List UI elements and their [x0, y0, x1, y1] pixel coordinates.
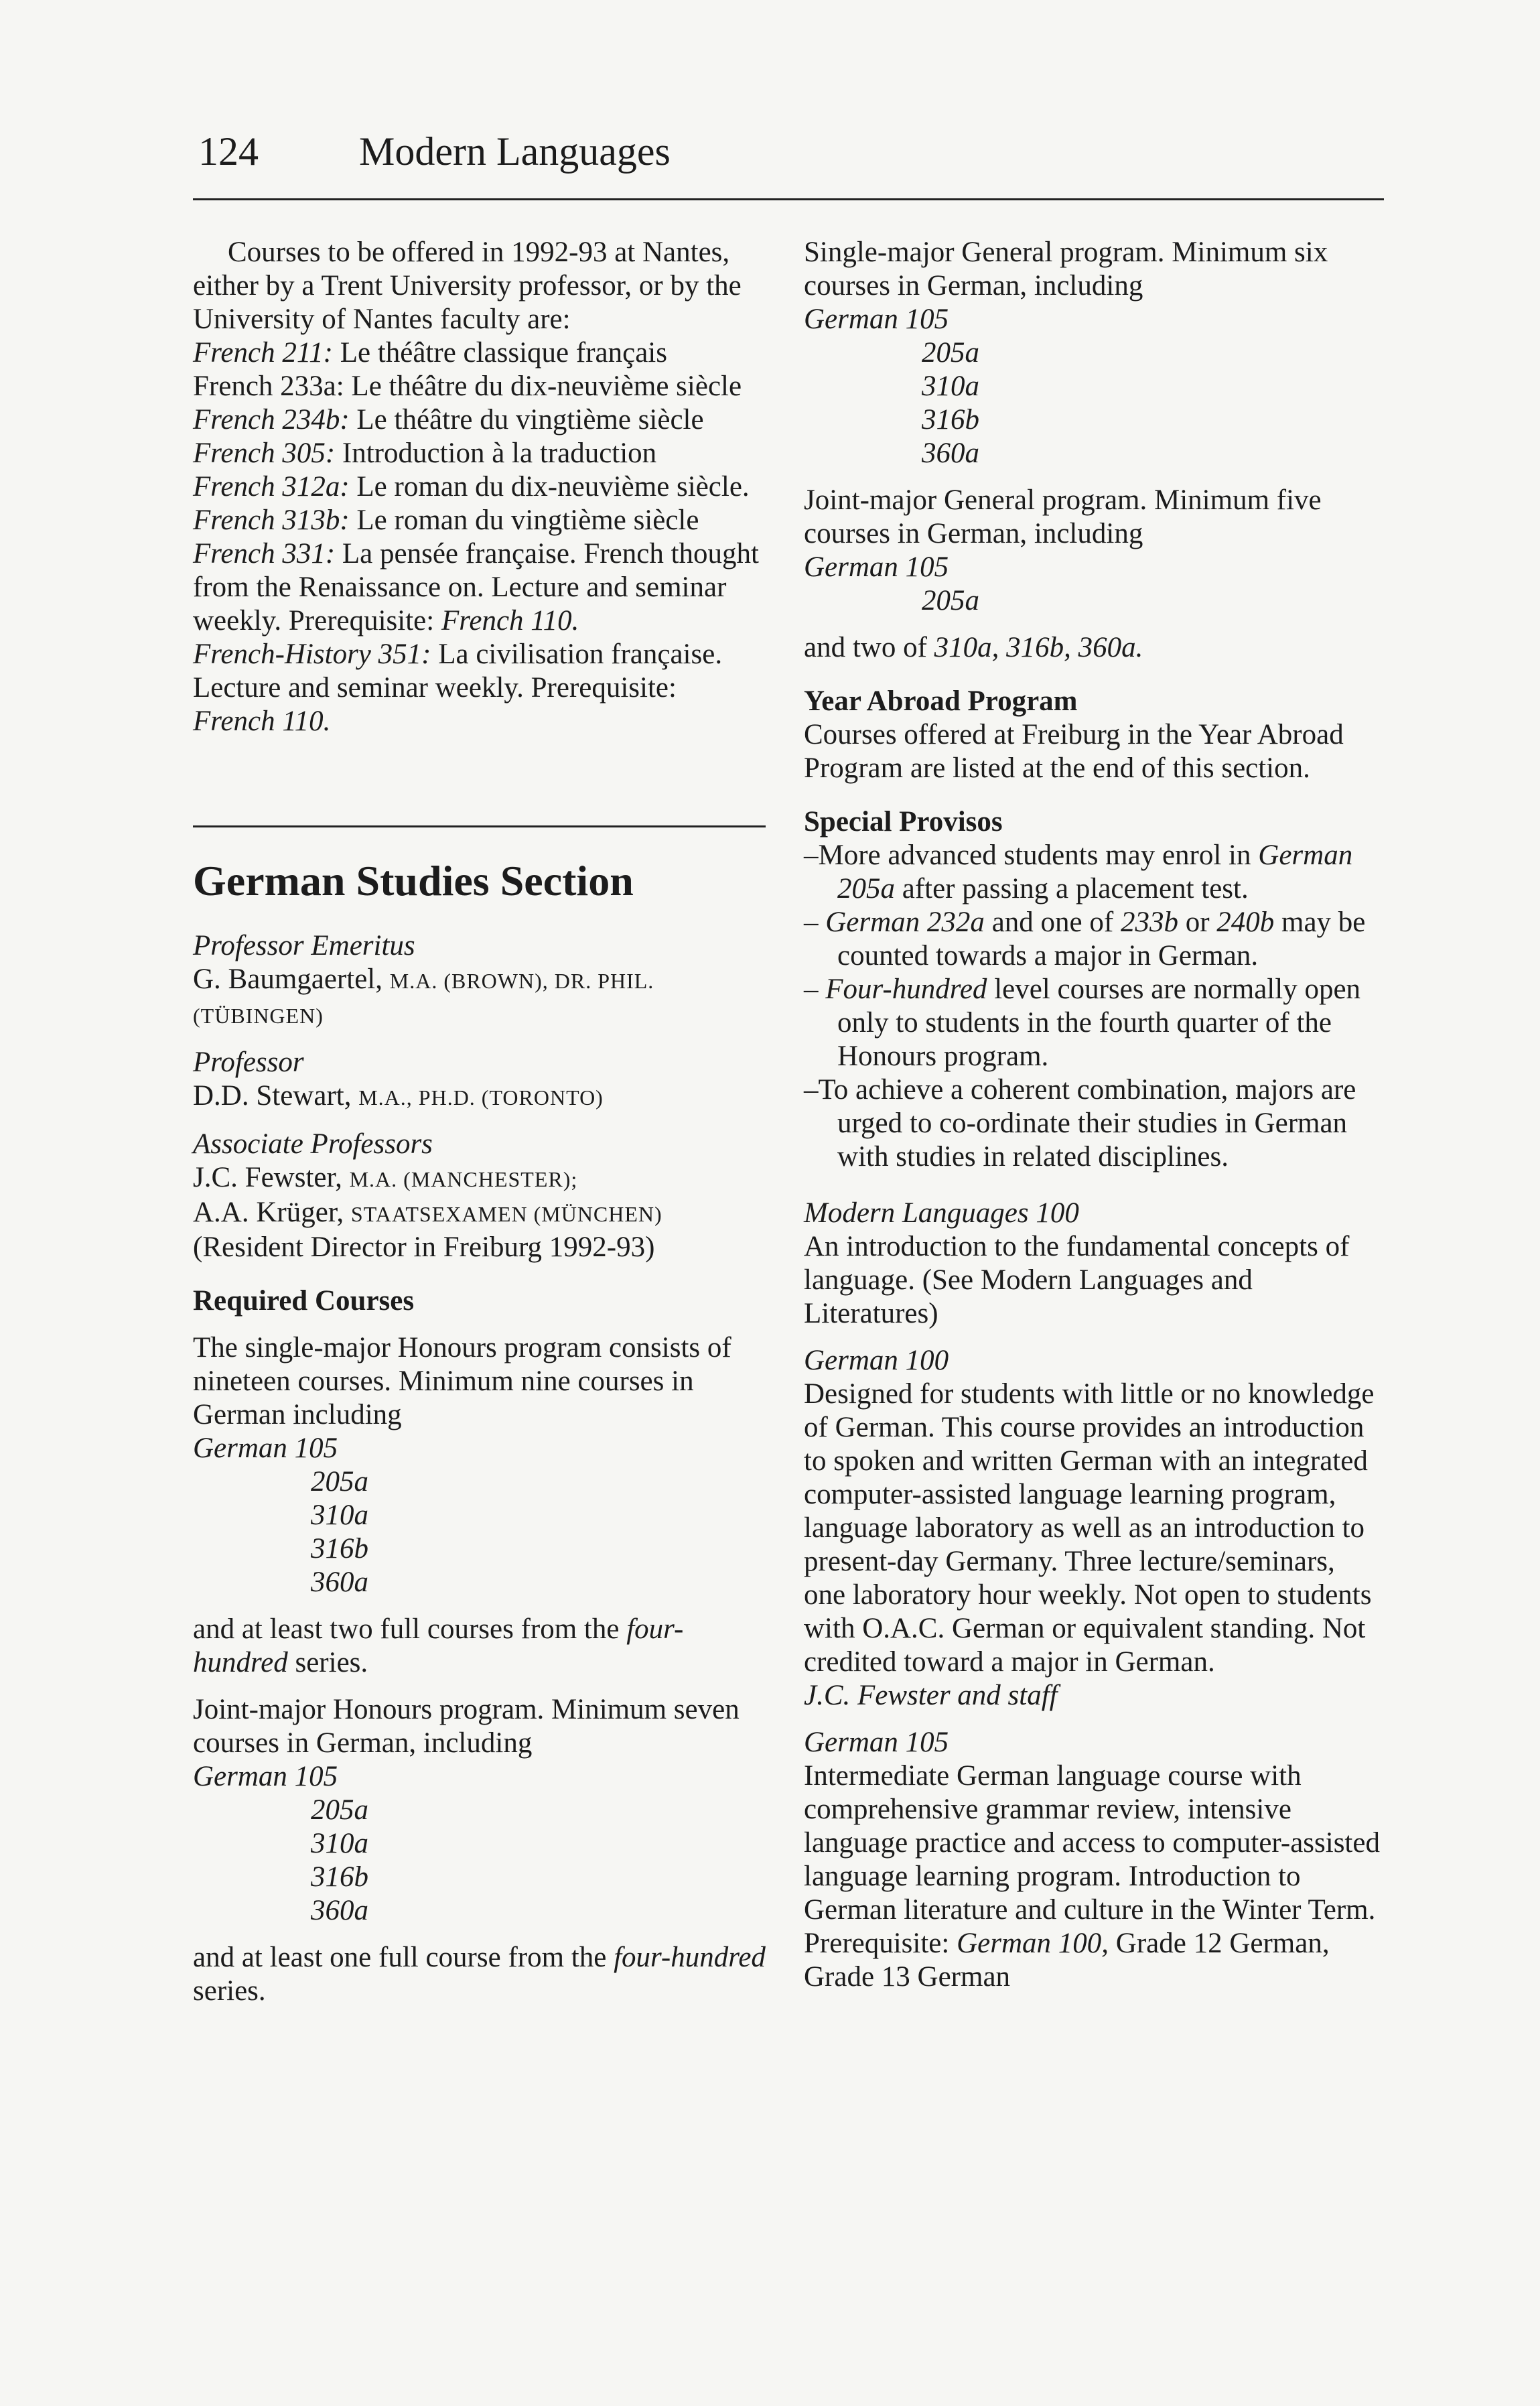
proviso-item: –To achieve a coherent combination, majors are urged to co-ordinate their studies in German with studies in related disciplines. — [804, 1074, 1356, 1173]
nantes-course: French 234b: Le théâtre du vingtième siècle — [193, 404, 704, 436]
course-ref: 360a — [922, 438, 979, 469]
faculty-name: D.D. Stewart, M.A., PH.D. (TORONTO) — [193, 1080, 604, 1112]
course-title: Modern Languages 100 — [804, 1197, 1079, 1229]
course-ref: 310a — [311, 1828, 368, 1859]
course-description: Intermediate German language course with comprehensive grammar review, intensive language practice and access to computer-assisted language learning program. Introduction to German literature and culture in the Winter Term. Prerequisite: German 100, Grade 12 German, Grade 13 German — [804, 1760, 1380, 1993]
page-title: Modern Languages — [359, 129, 671, 174]
nantes-course: French 305: Introduction à la traduction — [193, 438, 657, 469]
course-ref: 360a — [311, 1895, 368, 1926]
single-major-text: The single-major Honours program consists of nineteen courses. Minimum nine courses in German including — [193, 1332, 731, 1430]
nantes-intro: Courses to be offered in 1992-93 at Nantes, either by a Trent University professor, or by the University of Nantes faculty are: — [193, 237, 742, 335]
course-ref: 205a — [922, 585, 979, 616]
course-ref: German 105 — [193, 1761, 338, 1792]
general-joint-after: and two of 310a, 316b, 360a. — [804, 632, 1143, 663]
course-ref: German 105 — [804, 551, 949, 583]
joint-major-after: and at least one full course from the four-hundred series. — [193, 1942, 766, 2007]
course-ref: 310a — [922, 371, 979, 402]
left-column — [193, 236, 766, 2008]
header-rule — [193, 198, 1384, 200]
course-ref: German 105 — [193, 1432, 338, 1464]
joint-major-text: Joint-major Honours program. Minimum seven courses in German, including — [193, 1694, 740, 1759]
course-ref: German 105 — [804, 304, 949, 335]
section-title: German Studies Section — [193, 857, 634, 905]
course-description: Designed for students with little or no knowledge of German. This course provides an introduction to spoken and written German with an integrated computer-assisted language learning program, language laboratory as well as an introduction to present-day Germany. Three lecture/seminars, one laboratory hour weekly. Not open to students with O.A.C. German or equivalent standing. Not credited toward a major in German. — [804, 1378, 1375, 1678]
course-ref: 316b — [922, 404, 979, 436]
course-title: German 100 — [804, 1345, 949, 1376]
proviso-item: – Four-hundred level courses are normally open only to students in the fourth quarter of the Honours program. — [804, 974, 1361, 1072]
course-ref: 205a — [311, 1466, 368, 1497]
nantes-course: French 211: Le théâtre classique français — [193, 337, 667, 369]
special-provisos-heading: Special Provisos — [804, 806, 1003, 838]
course-ref: 205a — [311, 1794, 368, 1826]
section-rule — [193, 825, 766, 827]
course-title: German 105 — [804, 1727, 949, 1758]
year-abroad-heading: Year Abroad Program — [804, 685, 1078, 717]
course-description: An introduction to the fundamental concepts of language. (See Modern Languages and Literatures) — [804, 1231, 1350, 1329]
faculty-name: G. Baumgaertel, M.A. (BROWN), DR. PHIL. (TÜBINGEN) — [193, 963, 654, 1028]
required-courses-heading: Required Courses — [193, 1285, 415, 1317]
course-ref: 360a — [311, 1566, 368, 1598]
course-ref: 316b — [311, 1533, 368, 1564]
faculty-note: (Resident Director in Freiburg 1992-93) — [193, 1231, 655, 1263]
course-ref: 205a — [922, 337, 979, 369]
faculty-rank: Professor Emeritus — [193, 930, 415, 961]
course-instructor: J.C. Fewster and staff — [804, 1680, 1058, 1711]
proviso-item: – German 232a and one of 233b or 240b may be counted towards a major in German. — [804, 907, 1366, 972]
nantes-course: French-History 351: La civilisation française. Lecture and seminar weekly. Prerequisite: French 110. — [193, 639, 723, 737]
faculty-rank: Associate Professors — [193, 1128, 433, 1160]
provisos-list — [804, 839, 1380, 1174]
year-abroad-text: Courses offered at Freiburg in the Year Abroad Program are listed at the end of this section. — [804, 719, 1344, 784]
running-head — [198, 131, 671, 172]
nantes-course: French 312a: Le roman du dix-neuvième siècle. — [193, 471, 750, 503]
faculty-name: J.C. Fewster, M.A. (MANCHESTER); — [193, 1162, 578, 1193]
right-column — [804, 236, 1380, 1994]
nantes-course: French 331: La pensée française. French thought from the Renaissance on. Lecture and seminar weekly. Prerequisite: French 110. — [193, 538, 759, 637]
single-major-after: and at least two full courses from the four-hundred series. — [193, 1613, 684, 1678]
faculty-rank: Professor — [193, 1047, 304, 1078]
general-single-text: Single-major General program. Minimum six courses in German, including — [804, 237, 1328, 302]
general-joint-text: Joint-major General program. Minimum five courses in German, including — [804, 484, 1322, 549]
faculty-name: A.A. Krüger, STAATSEXAMEN (MÜNCHEN) — [193, 1197, 662, 1228]
nantes-course: French 233a: Le théâtre du dix-neuvième siècle — [193, 371, 742, 402]
page-number: 124 — [198, 129, 259, 174]
nantes-course: French 313b: Le roman du vingtième siècle — [193, 505, 699, 536]
course-ref: 316b — [311, 1861, 368, 1893]
proviso-item: –More advanced students may enrol in German 205a after passing a placement test. — [804, 840, 1353, 905]
course-ref: 310a — [311, 1499, 368, 1531]
